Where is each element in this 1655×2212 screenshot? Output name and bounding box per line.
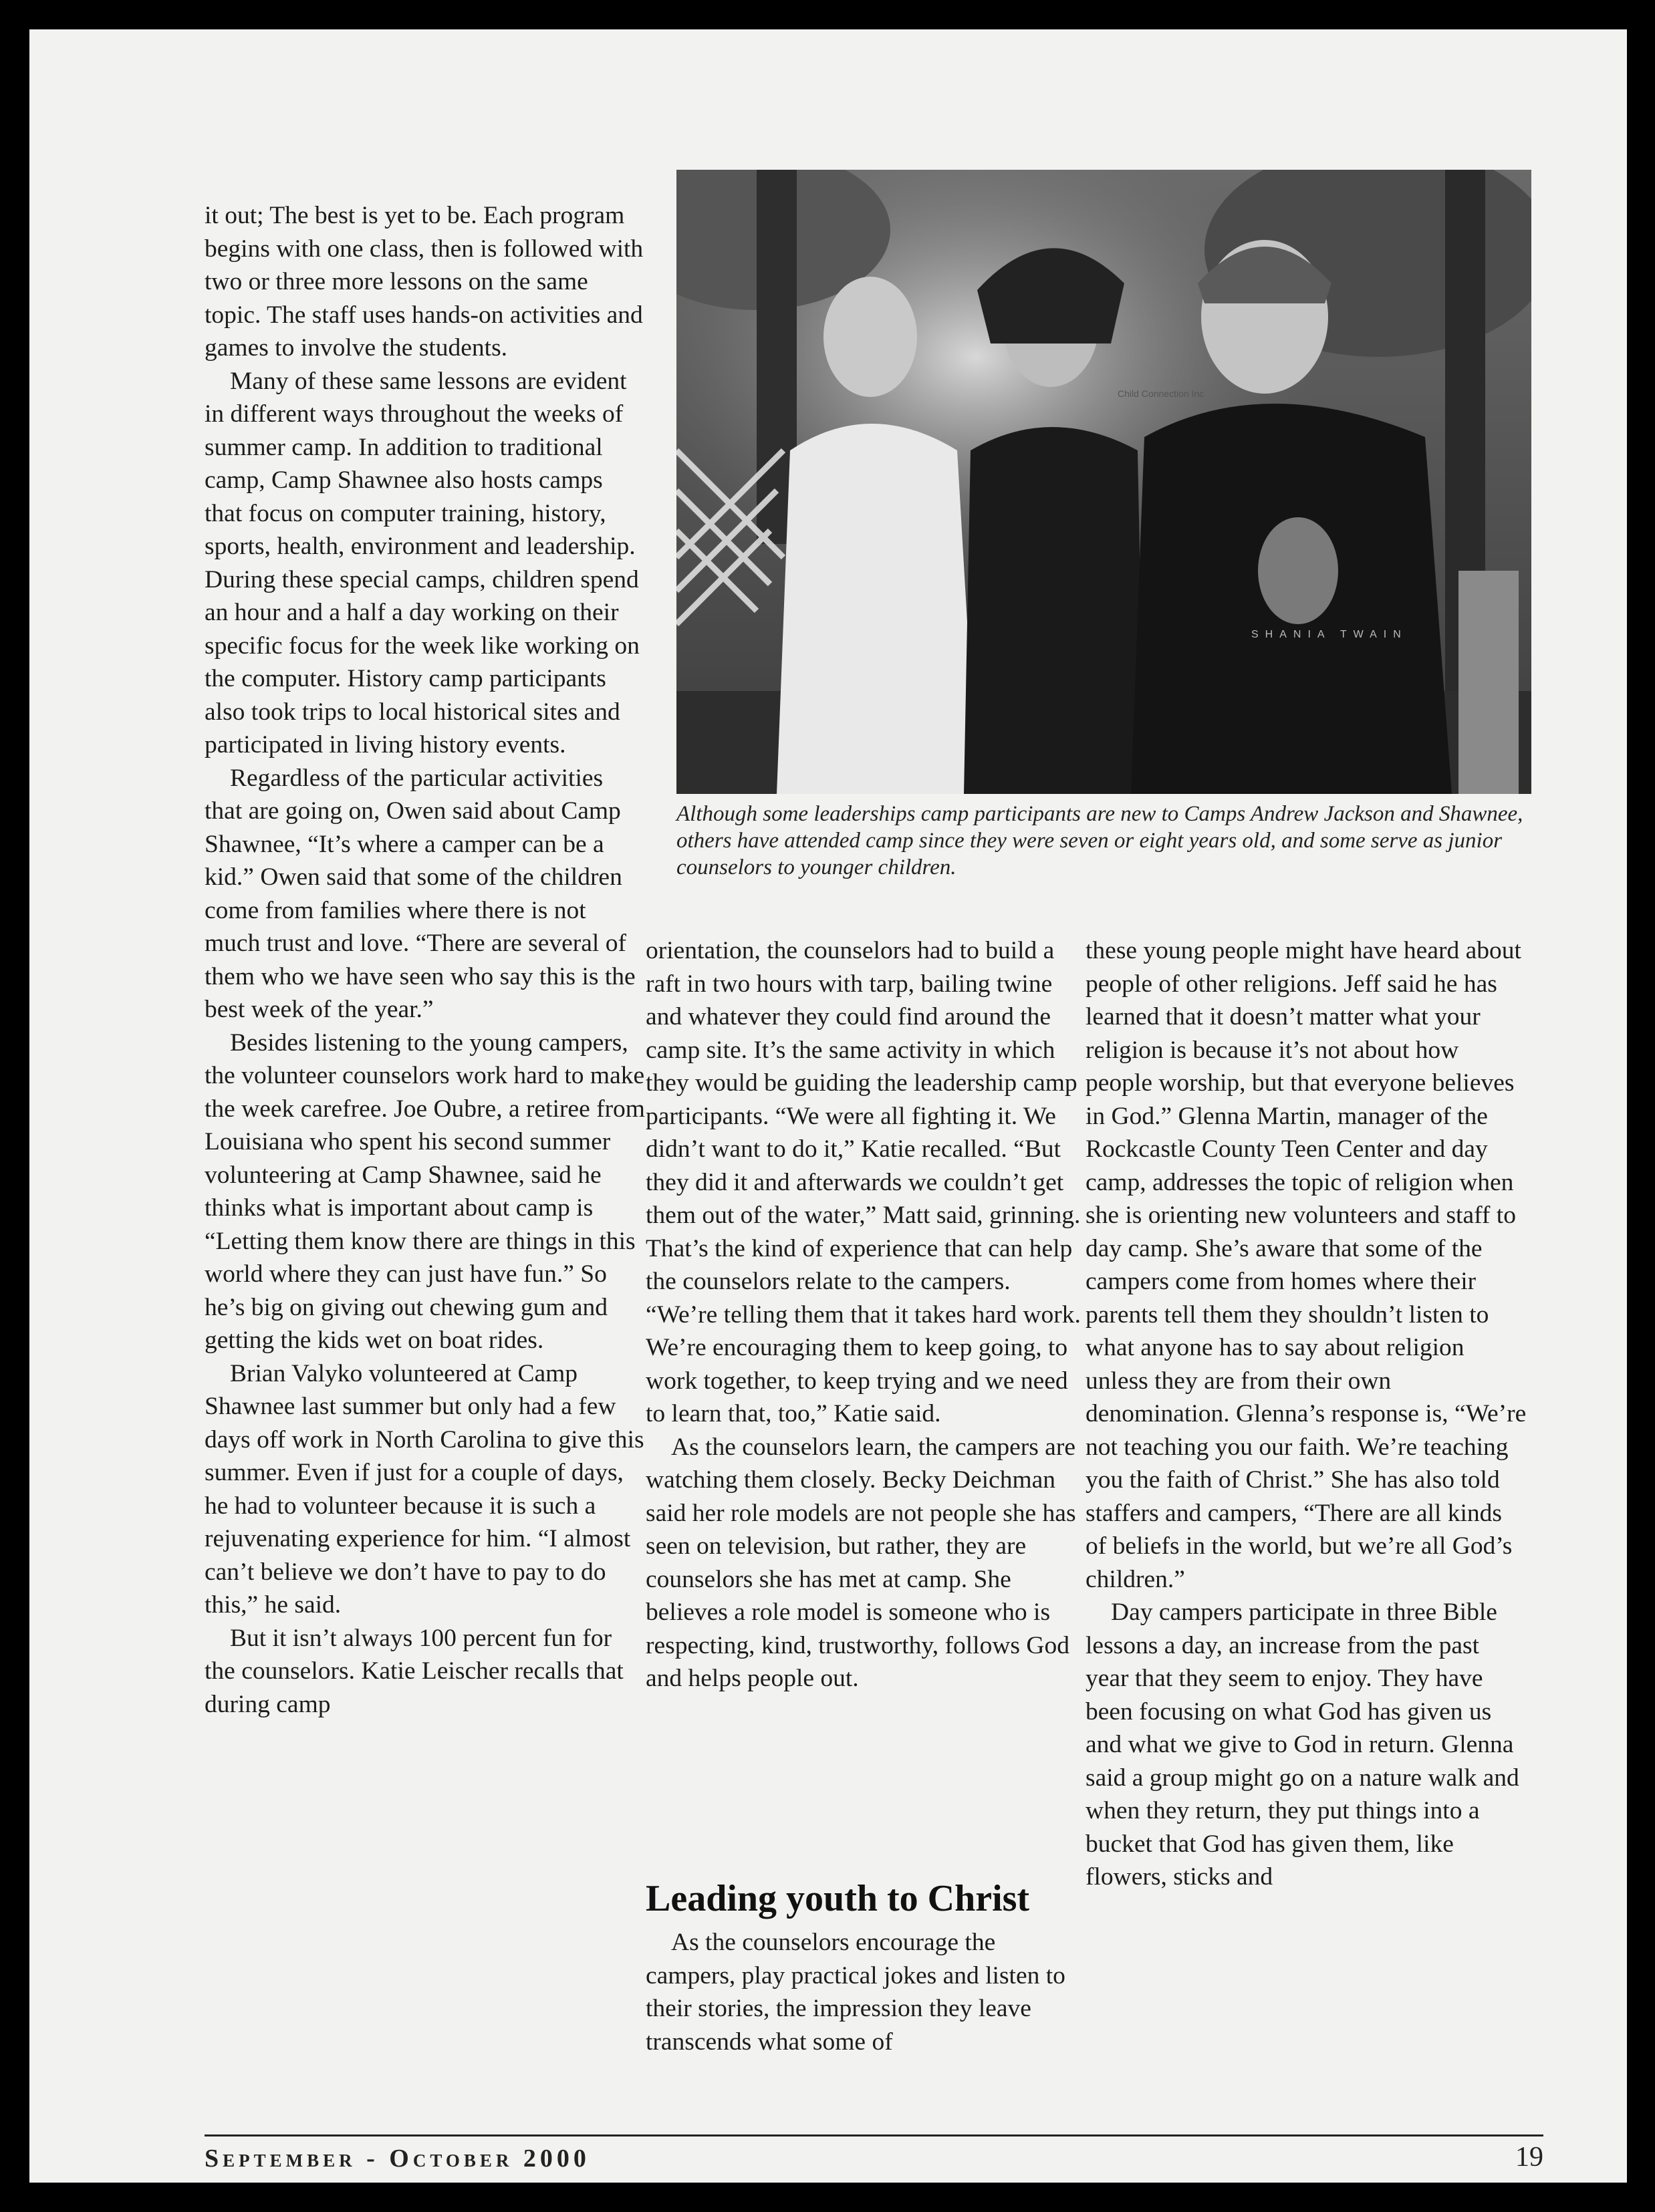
article-column-3 — [1086, 934, 1527, 1894]
paragraph: As the counselors encourage the campers, play practical jokes and listen to their stories, the impression they leave transcends what some of — [646, 1929, 1065, 2056]
paragraph: But it isn’t always 100 percent fun for the counselors. Katie Leischer recalls that during camp — [205, 1624, 624, 1718]
paragraph: Brian Valyko volunteered at Camp Shawnee last summer but only had a few days off work in North Carolina to give this summer. Even if just for a couple of days, he had to volunteer because it is such a rejuvenating experience for him. “I almost can’t believe we don’t have to pay to do this,” he said. — [205, 1359, 644, 1619]
paragraph: orientation, the counselors had to build a raft in two hours with tarp, bailing twine and whatever they could find around the camp site. It’s the same activity in which they would be guiding the leadership camp participants. “We were all fighting it. We didn’t want to do it,” Katie recalled. “But they did it and afterwards we couldn’t get them out of the water,” Matt said, grinning. That’s the kind of experience that can help the counselors relate to the campers. “We’re telling them that it takes hard work. We’re encouraging them to keep going, to work together, to keep trying and we need to learn that, too,” Katie said. — [646, 937, 1081, 1427]
paragraph: it out; The best is yet to be. Each program begins with one class, then is followed with two or three more lessons on the same topic. The staff uses hands-on activities and games to involve the students. — [205, 202, 644, 362]
photo-caption: Although some leaderships camp participants are new to Camps Andrew Jackson and Shawnee, others have attended camp since they were seven or eight years old, and some serve as junior counselors to younger children. — [676, 802, 1523, 879]
article-column-2 — [646, 934, 1087, 1695]
shirt-print-text: SHANIA TWAIN — [1251, 629, 1408, 640]
issue-date: September - October 2000 — [205, 2145, 590, 2173]
article-column-1 — [205, 199, 646, 1721]
paragraph: Regardless of the particular activities that are going on, Owen said about Camp Shawnee, “It’s where a camper can be a kid.” Owen said that some of the children come from families where there is not much trust and love. “There are several of them who we have seen who say this is the best week of the year.” — [205, 764, 636, 1023]
shirt-print-text: Child Connection Inc — [1118, 388, 1204, 399]
footer-rule — [205, 2134, 1543, 2136]
paragraph: Besides listening to the young campers, the volunteer counselors work hard to make the week carefree. Joe Oubre, a retiree from Louisiana who spent his second summer volunteering at Camp Shawnee, said he thinks what is important about camp is “Letting them know there are things in this world where they can just have fun.” So he’s big on giving out chewing gum and getting the kids wet on boat rides. — [205, 1028, 645, 1354]
camp-photo — [676, 170, 1531, 794]
article-column-2-continued — [646, 1926, 1087, 2058]
paragraph: these young people might have heard about people of other religions. Jeff said he has learned that it doesn’t matter what your religion is because it’s not about how people worship, but that everyone believes in God.” Glenna Martin, manager of the Rockcastle County Teen Center and day camp, addresses the topic of religion when she is orienting new volunteers and staff to day camp. She’s aware that some of the campers come from homes where their parents tell them they shouldn’t listen to what anyone has to say about religion unless they are from their own denomination. Glenna’s response is, “We’re not teaching you our faith. We’re teaching you the faith of Christ.” She has also told staffers and campers, “There are all kinds of beliefs in the world, but we’re all God’s children.” — [1086, 937, 1527, 1593]
paragraph: Day campers participate in three Bible lessons a day, an increase from the past year that they seem to enjoy. They have been focusing on what God has given us and what we give to God in return. Glenna said a group might go on a nature walk and when they return, they put things into a bucket that God has given them, like flowers, sticks and — [1086, 1599, 1519, 1891]
section-heading: Leading youth to Christ — [646, 1878, 1030, 1919]
page-number: 19 — [1515, 2142, 1543, 2173]
paragraph: Many of these same lessons are evident in different ways throughout the weeks of summer camp. In addition to traditional camp, Camp Shawnee also hosts camps that focus on computer training, history, sports, health, environment and leadership. During these special camps, children spend an hour and a half a day working on their specific focus for the week like working on the computer. History camp participants also took trips to local historical sites and participated in living history events. — [205, 367, 640, 758]
paragraph: As the counselors learn, the campers are watching them closely. Becky Deichman said her role models are not people she has seen on television, but rather, they are counselors she has met at camp. She believes a role model is someone who is respecting, kind, trustworthy, follows God and helps people out. — [646, 1433, 1076, 1692]
magazine-page — [29, 29, 1627, 2183]
